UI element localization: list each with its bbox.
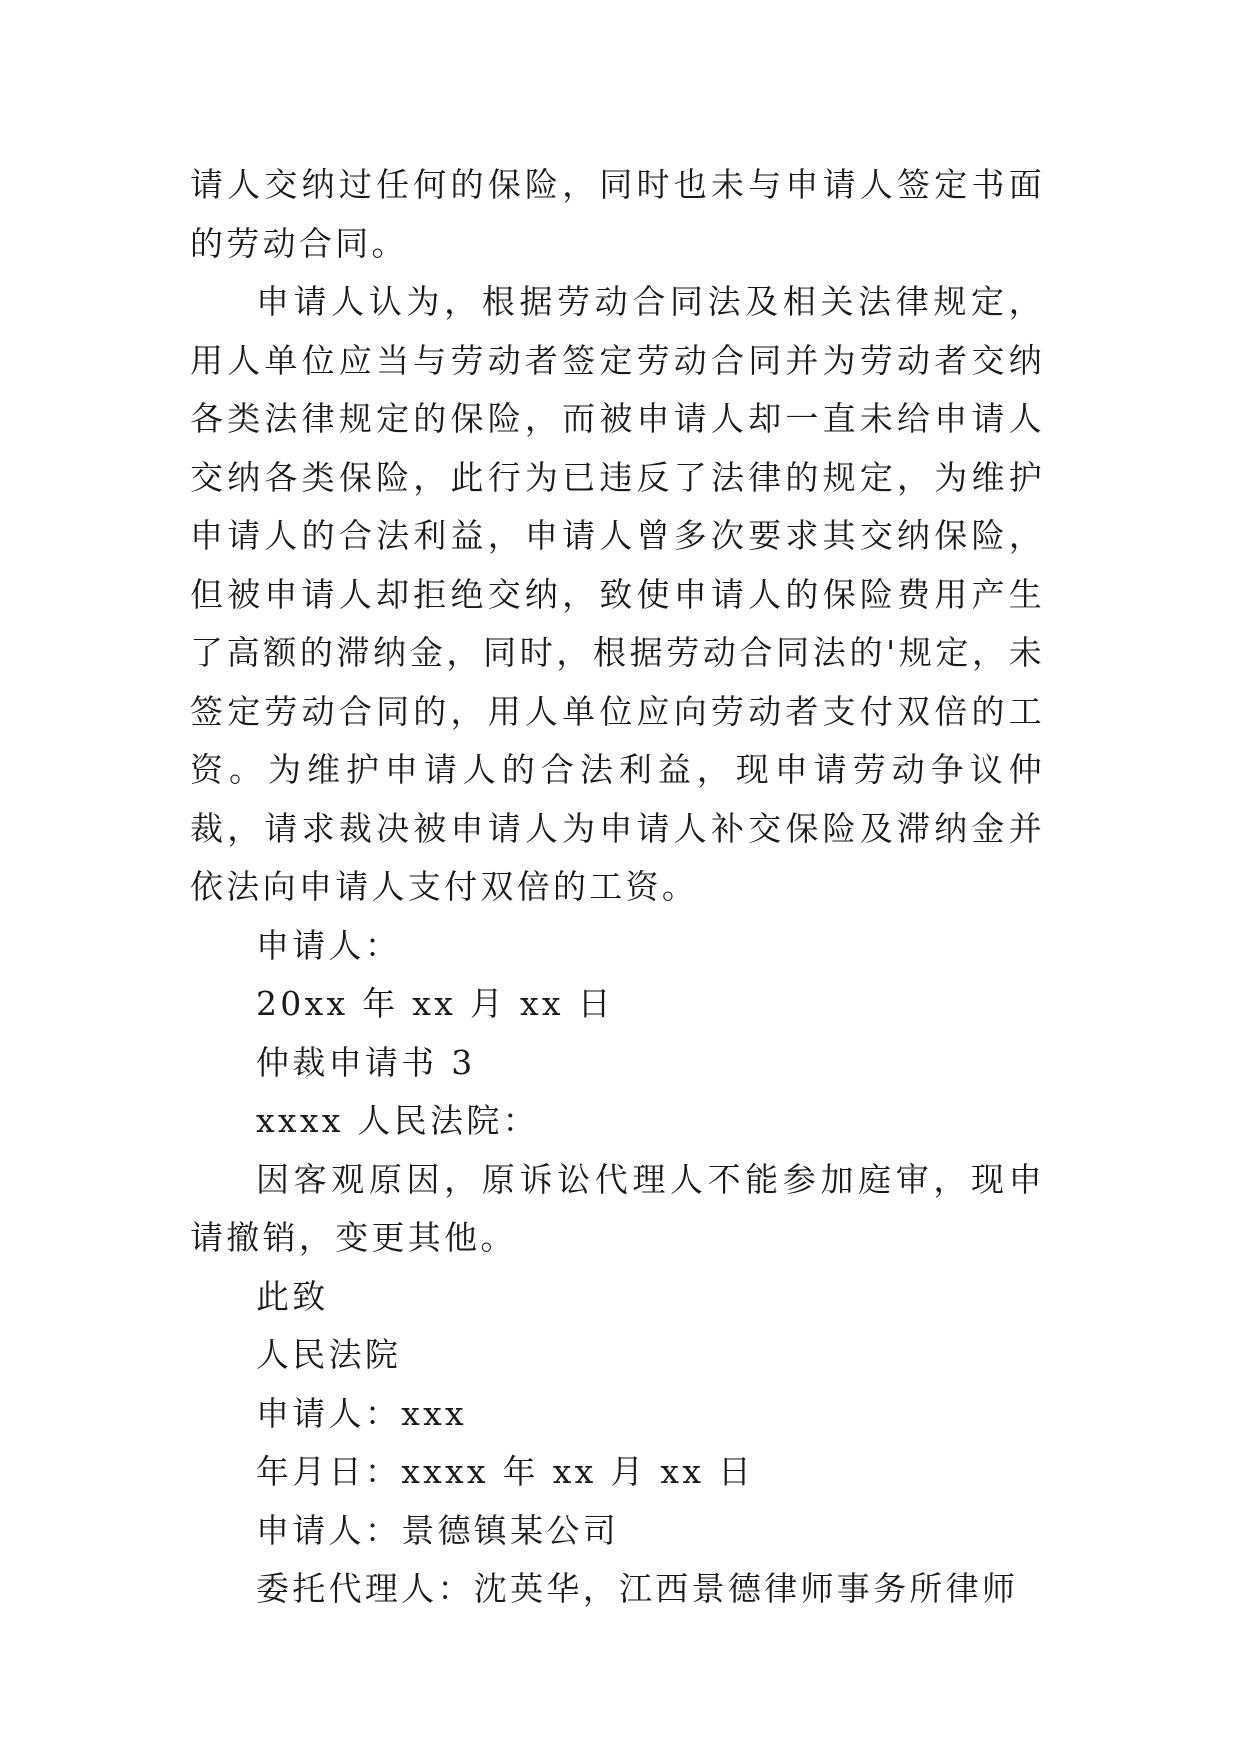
agent-line: 委托代理人：沈英华，江西景德律师事务所律师 (256, 1569, 1019, 1608)
company-line: 申请人：景德镇某公司 (256, 1510, 619, 1550)
signature-date: 20xx 年 xx 月 xx 日 (256, 984, 614, 1023)
date-line: 年月日：xxxx 年 xx 月 xx 日 (256, 1452, 755, 1491)
applicant-line: 申请人：xxx (256, 1393, 467, 1433)
court-name: 人民法院 (256, 1335, 402, 1374)
section-title: 仲裁申请书 3 (256, 1042, 476, 1082)
paragraph-withdraw: 因客观原因，原诉讼代理人不能参加庭审，现申请撤销，变更其他。 (190, 1159, 1045, 1257)
addressee: xxxx 人民法院： (256, 1101, 539, 1140)
paragraph-argument: 申请人认为，根据劳动合同法及相关法律规定，用人单位应当与劳动者签定劳动合同并为劳动者交纳各类法律规定的保险，而被申请人却一直未给申请人交纳各类保险，此行为已违反了法律的规定，为维护申请人的合法利益，申请人曾多次要求其交纳保险，但被申请人却拒绝交纳，致使申请人的保险费用产生了高额的滞纳金，同时，根据劳动合同法的'规定，未签定劳动合同的，用人单位应向劳动者支付双倍的工资。为维护申请人的合法利益，现申请劳动争议仲裁，请求裁决被申请人为申请人补交保险及滞纳金并依法向申请人支付双倍的工资。 (190, 282, 1045, 906)
closing: 此致 (256, 1276, 329, 1316)
document-body (190, 156, 1045, 1619)
signature-applicant: 申请人： (256, 925, 402, 965)
paragraph-continued: 请人交纳过任何的保险，同时也未与申请人签定书面的劳动合同。 (190, 165, 1045, 263)
